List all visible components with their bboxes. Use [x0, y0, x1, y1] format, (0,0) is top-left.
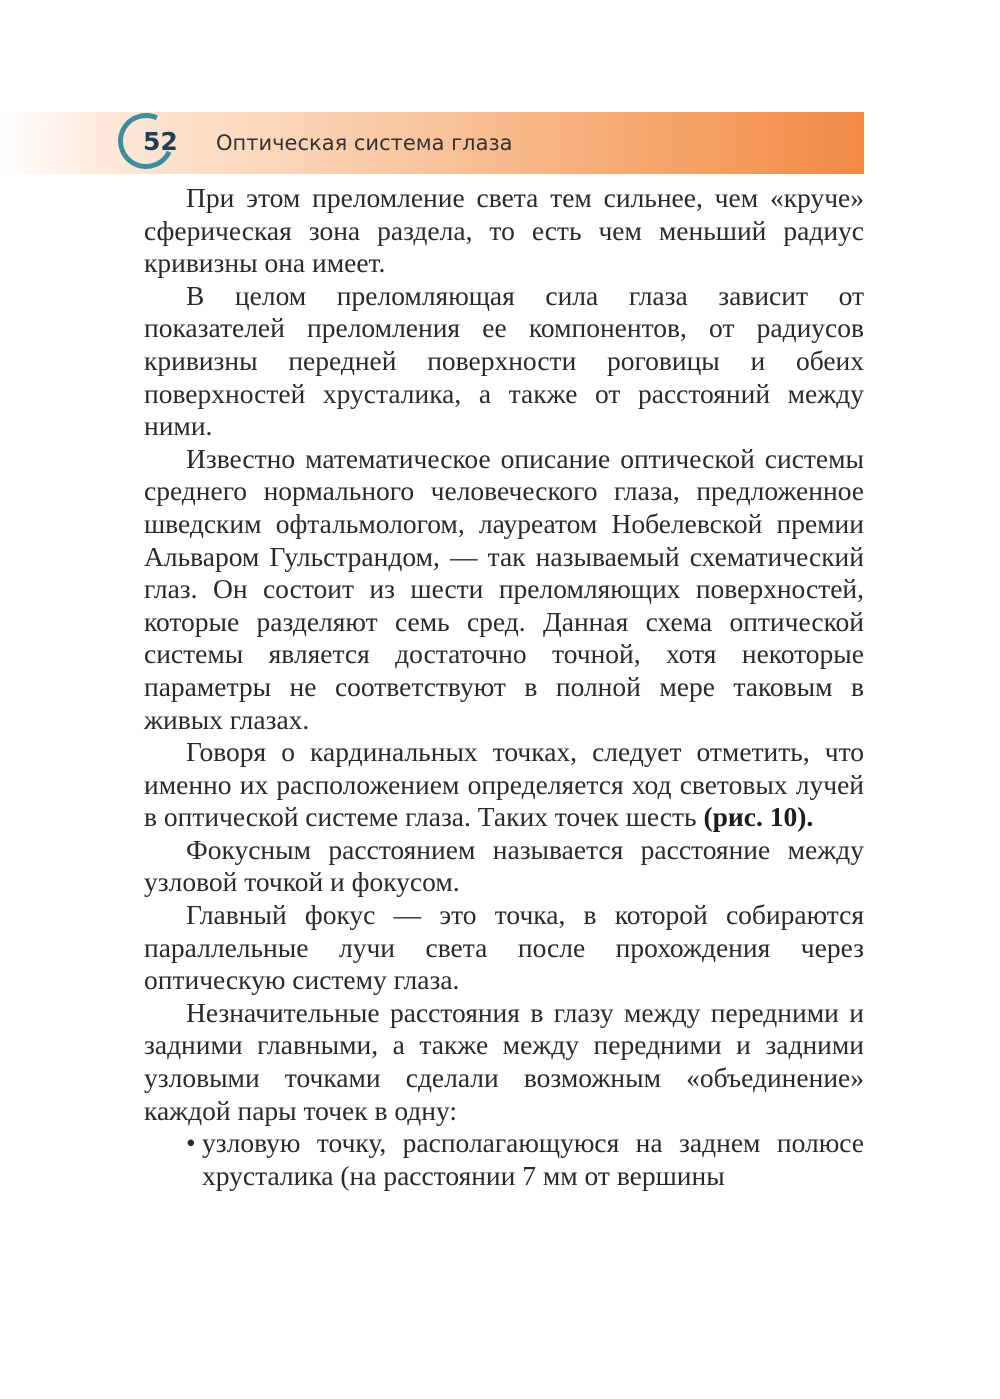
running-title: Оптическая система глаза: [216, 131, 513, 155]
page-number: 52: [143, 127, 178, 156]
list-item: [144, 1127, 864, 1192]
figure-reference[interactable]: рис. 10: [712, 801, 798, 833]
bullet-icon: •: [186, 1127, 196, 1159]
paragraph: Главный фокус — это точка, в которой собираются параллельные лучи света после прохождения через оптическую систему глаза.: [144, 899, 864, 996]
paragraph: Незначительные расстояния в глазу между передними и задними главными, а также между передними и задними узловыми точками сделали возможным «объединение» каждой пары точек в одну:: [144, 996, 864, 1126]
list-item-text: узловую точку, располагающуюся на заднем полюсе хрусталика (на расстоянии 7 мм от вершины: [202, 1127, 864, 1191]
paragraph: Известно математическое описание оптической системы среднего нормального человеческого глаза, предложенное шведским офтальмологом, лауреатом Нобелевской премии Альваром Гульстрандом, — так называемый схематический глаз. Он состоит из шести преломляющих поверхностей, которые разделяют семь сред. Данная схема оптической системы является достаточно точной, хотя некоторые параметры не соответствуют в полной мере таковым в живых глазах.: [144, 442, 864, 735]
figure-reference-open: (: [703, 801, 713, 833]
paragraph: При этом преломление света тем сильнее, чем «круче» сферическая зона раздела, то есть чем меньший радиус кривизны она имеет.: [144, 182, 864, 279]
body-text: [144, 182, 864, 1192]
paragraph-text: Говоря о кардинальных точках, следует отметить, что именно их расположением определяется ход световых лучей в оптической системе глаза. Таких точек шесть: [144, 736, 864, 833]
paragraph: В целом преломляющая сила глаза зависит от показателей преломления ее компонентов, от радиусов кривизны передней поверхности роговицы и обеих поверхностей хрусталика, а также от расстояний между ними.: [144, 279, 864, 442]
paragraph: Фокусным расстоянием называется расстояние между узловой точкой и фокусом.: [144, 833, 864, 898]
paragraph: [144, 736, 864, 834]
figure-reference-close: ).: [797, 801, 814, 833]
